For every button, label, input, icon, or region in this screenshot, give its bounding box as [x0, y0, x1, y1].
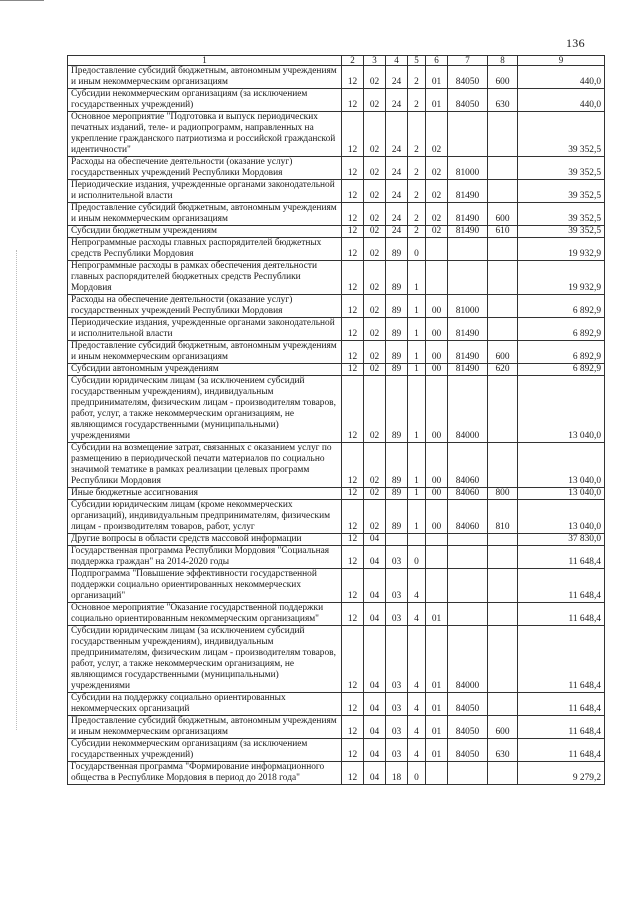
row-code-8: 800	[488, 488, 518, 500]
row-amount: 39 352,5	[518, 203, 605, 226]
row-code-8	[488, 534, 518, 546]
row-code-5: 2	[408, 203, 426, 226]
row-code-8: 600	[488, 66, 518, 89]
row-code-8	[488, 626, 518, 693]
row-amount: 11 648,4	[518, 603, 605, 626]
row-name: Государственная программа Республики Мордовия "Социальная поддержка граждан" на 2014-2020 годы	[68, 546, 342, 569]
row-code-4: 89	[386, 500, 408, 534]
row-name: Подпрограмма "Повышение эффективности государственной поддержки социально ориентированных некоммерческих организаций"	[68, 569, 342, 603]
row-code-2: 12	[342, 693, 364, 716]
row-code-8: 630	[488, 739, 518, 762]
row-code-2: 12	[342, 569, 364, 603]
row-code-4: 03	[386, 739, 408, 762]
row-amount: 6 892,9	[518, 318, 605, 341]
table-row	[68, 341, 605, 364]
row-code-2: 12	[342, 739, 364, 762]
table-row	[68, 295, 605, 318]
row-code-2: 12	[342, 66, 364, 89]
row-code-7: 81490	[448, 318, 488, 341]
row-name: Субсидии на возмещение затрат, связанных с оказанием услуг по размещению в периодической печати материалов по социально значимой тематике в рамках реализации целевых программ Республики Мордовия	[68, 443, 342, 488]
table-row	[68, 203, 605, 226]
row-name: Субсидии на поддержку социально ориентированных некоммерческих организаций	[68, 693, 342, 716]
row-code-7	[448, 112, 488, 157]
table-row	[68, 318, 605, 341]
row-code-3: 04	[364, 603, 386, 626]
table-body	[68, 66, 605, 785]
row-amount: 39 352,5	[518, 180, 605, 203]
row-code-4: 89	[386, 295, 408, 318]
header-col-9: 9	[518, 56, 605, 66]
row-code-2: 12	[342, 376, 364, 443]
row-code-6: 01	[426, 739, 448, 762]
row-code-2: 12	[342, 364, 364, 376]
header-col-7: 7	[448, 56, 488, 66]
row-code-5: 0	[408, 762, 426, 785]
row-code-8	[488, 295, 518, 318]
row-code-4: 24	[386, 66, 408, 89]
row-code-4: 24	[386, 112, 408, 157]
header-col-2: 2	[342, 56, 364, 66]
row-code-5: 1	[408, 318, 426, 341]
row-name: Предоставление субсидий бюджетным, автономным учреждениям и иным некоммерческим организациям	[68, 203, 342, 226]
row-code-6: 00	[426, 295, 448, 318]
margin-scan-artifact	[16, 250, 18, 730]
row-code-5: 2	[408, 157, 426, 180]
row-code-7: 84000	[448, 376, 488, 443]
row-name: Субсидии автономным учреждениям	[68, 364, 342, 376]
row-code-2: 12	[342, 762, 364, 785]
row-name: Периодические издания, учрежденные органами законодательной и исполнительной власти	[68, 318, 342, 341]
row-code-7: 81000	[448, 295, 488, 318]
row-code-4: 89	[386, 488, 408, 500]
row-amount: 6 892,9	[518, 341, 605, 364]
row-name: Основное мероприятие "Подготовка и выпуск периодических печатных изданий, теле- и радиопрограмм, направленных на укрепление гражданского патриотизма и российской гражданской идентичности"	[68, 112, 342, 157]
row-code-8	[488, 261, 518, 295]
row-amount: 13 040,0	[518, 488, 605, 500]
row-code-3: 04	[364, 534, 386, 546]
table-row	[68, 66, 605, 89]
row-code-7: 84000	[448, 626, 488, 693]
row-code-2: 12	[342, 261, 364, 295]
table-row	[68, 762, 605, 785]
row-code-2: 12	[342, 226, 364, 238]
row-code-5: 0	[408, 238, 426, 261]
row-code-3: 02	[364, 341, 386, 364]
row-code-4: 03	[386, 693, 408, 716]
row-code-5: 4	[408, 603, 426, 626]
row-code-4: 03	[386, 546, 408, 569]
row-code-7	[448, 762, 488, 785]
row-code-7	[448, 261, 488, 295]
row-amount: 39 352,5	[518, 157, 605, 180]
row-code-4: 24	[386, 226, 408, 238]
table-row	[68, 739, 605, 762]
row-code-3: 02	[364, 295, 386, 318]
row-code-4: 89	[386, 238, 408, 261]
row-code-7: 84050	[448, 739, 488, 762]
row-code-8: 630	[488, 89, 518, 112]
row-code-7	[448, 546, 488, 569]
row-code-3: 02	[364, 112, 386, 157]
row-name: Предоставление субсидий бюджетным, автономным учреждениям и иным некоммерческим организациям	[68, 341, 342, 364]
row-code-8	[488, 318, 518, 341]
table-row	[68, 376, 605, 443]
row-name: Основное мероприятие "Оказание государственной поддержки социально ориентированным некоммерческим организациям"	[68, 603, 342, 626]
row-name: Субсидии некоммерческим организациям (за исключением государственных учреждений)	[68, 739, 342, 762]
row-amount: 11 648,4	[518, 569, 605, 603]
row-code-8	[488, 112, 518, 157]
row-code-4: 03	[386, 603, 408, 626]
row-code-8	[488, 546, 518, 569]
row-name: Другие вопросы в области средств массовой информации	[68, 534, 342, 546]
row-code-2: 12	[342, 603, 364, 626]
table-row	[68, 603, 605, 626]
row-amount: 39 352,5	[518, 226, 605, 238]
row-code-6: 01	[426, 716, 448, 739]
row-amount: 440,0	[518, 66, 605, 89]
row-code-3: 02	[364, 376, 386, 443]
row-code-3: 02	[364, 180, 386, 203]
row-code-4	[386, 534, 408, 546]
row-code-6	[426, 261, 448, 295]
row-code-8: 600	[488, 341, 518, 364]
row-name: Расходы на обеспечение деятельности (оказание услуг) государственных учреждений Республики Мордовия	[68, 295, 342, 318]
table-row	[68, 89, 605, 112]
row-code-4: 03	[386, 569, 408, 603]
row-code-3: 04	[364, 626, 386, 693]
row-amount: 9 279,2	[518, 762, 605, 785]
header-col-6: 6	[426, 56, 448, 66]
row-code-3: 02	[364, 238, 386, 261]
row-code-5: 2	[408, 226, 426, 238]
table-row	[68, 157, 605, 180]
page-number: 136	[566, 36, 585, 50]
header-col-8: 8	[488, 56, 518, 66]
row-code-2: 12	[342, 488, 364, 500]
row-code-5: 0	[408, 546, 426, 569]
row-amount: 19 932,9	[518, 261, 605, 295]
row-code-3: 04	[364, 693, 386, 716]
row-code-7: 84050	[448, 716, 488, 739]
row-code-3: 04	[364, 716, 386, 739]
row-code-4: 18	[386, 762, 408, 785]
row-code-3: 02	[364, 364, 386, 376]
table-row	[68, 443, 605, 488]
row-code-8: 600	[488, 203, 518, 226]
row-code-8	[488, 180, 518, 203]
table-row	[68, 261, 605, 295]
table-row	[68, 534, 605, 546]
table-row	[68, 626, 605, 693]
row-name: Иные бюджетные ассигнования	[68, 488, 342, 500]
row-code-6: 00	[426, 318, 448, 341]
row-name: Непрограммные расходы в рамках обеспечения деятельности главных распорядителей бюджетных средств Республики Мордовия	[68, 261, 342, 295]
row-code-7: 81000	[448, 157, 488, 180]
row-code-6: 01	[426, 603, 448, 626]
budget-table-sheet	[67, 55, 604, 785]
row-amount: 13 040,0	[518, 500, 605, 534]
row-name: Субсидии некоммерческим организациям (за исключением государственных учреждений)	[68, 89, 342, 112]
row-name: Расходы на обеспечение деятельности (оказание услуг) государственных учреждений Республики Мордовия	[68, 157, 342, 180]
row-code-5: 2	[408, 66, 426, 89]
row-code-8	[488, 376, 518, 443]
row-code-3: 04	[364, 569, 386, 603]
row-code-4: 03	[386, 716, 408, 739]
table-row	[68, 238, 605, 261]
row-code-8	[488, 603, 518, 626]
row-code-5: 4	[408, 716, 426, 739]
row-code-6	[426, 762, 448, 785]
row-code-4: 89	[386, 443, 408, 488]
row-code-5: 1	[408, 443, 426, 488]
row-code-6: 00	[426, 500, 448, 534]
row-code-5: 1	[408, 500, 426, 534]
column-number-row	[68, 56, 605, 66]
row-code-8: 600	[488, 716, 518, 739]
table-row	[68, 716, 605, 739]
row-code-2: 12	[342, 295, 364, 318]
row-code-3: 04	[364, 739, 386, 762]
row-amount: 11 648,4	[518, 546, 605, 569]
header-col-4: 4	[386, 56, 408, 66]
row-code-7: 84060	[448, 488, 488, 500]
row-code-4: 89	[386, 261, 408, 295]
row-code-8	[488, 569, 518, 603]
row-code-8: 810	[488, 500, 518, 534]
row-name: Непрограммные расходы главных распорядителей бюджетных средств Республики Мордовия	[68, 238, 342, 261]
row-amount: 6 892,9	[518, 364, 605, 376]
row-code-8	[488, 762, 518, 785]
row-code-7: 81490	[448, 341, 488, 364]
row-code-4: 89	[386, 341, 408, 364]
row-name: Периодические издания, учрежденные органами законодательной и исполнительной власти	[68, 180, 342, 203]
row-code-5: 1	[408, 376, 426, 443]
row-amount: 440,0	[518, 89, 605, 112]
row-code-3: 02	[364, 318, 386, 341]
row-code-6: 02	[426, 203, 448, 226]
row-code-3: 02	[364, 89, 386, 112]
table-row	[68, 364, 605, 376]
table-row	[68, 546, 605, 569]
row-code-6	[426, 238, 448, 261]
row-name: Государственная программа "Формирование информационного общества в Республике Мордовия в период до 2018 года"	[68, 762, 342, 785]
row-amount: 11 648,4	[518, 716, 605, 739]
row-name: Субсидии бюджетным учреждениям	[68, 226, 342, 238]
row-code-5: 2	[408, 180, 426, 203]
row-code-7	[448, 534, 488, 546]
row-code-2: 12	[342, 626, 364, 693]
row-code-6: 02	[426, 226, 448, 238]
row-code-4: 24	[386, 89, 408, 112]
row-code-7	[448, 569, 488, 603]
budget-table	[67, 55, 605, 785]
row-code-3: 04	[364, 762, 386, 785]
row-code-6: 00	[426, 443, 448, 488]
row-name: Субсидии юридическим лицам (за исключением субсидий государственным учреждениям), индивидуальным предпринимателям, физическим лицам - производителям товаров, работ, услуг, а также некоммерческим организациям, не являющимся государственными (муниципальными) учреждениями	[68, 376, 342, 443]
row-code-7: 81490	[448, 180, 488, 203]
row-code-3: 02	[364, 203, 386, 226]
row-name: Предоставление субсидий бюджетным, автономным учреждениям и иным некоммерческим организациям	[68, 66, 342, 89]
row-amount: 11 648,4	[518, 626, 605, 693]
row-code-6: 00	[426, 488, 448, 500]
row-code-5: 1	[408, 261, 426, 295]
row-code-2: 12	[342, 203, 364, 226]
row-amount: 37 830,0	[518, 534, 605, 546]
row-amount: 39 352,5	[518, 112, 605, 157]
row-code-3: 02	[364, 66, 386, 89]
table-row	[68, 500, 605, 534]
row-code-2: 12	[342, 534, 364, 546]
row-code-6	[426, 534, 448, 546]
row-code-8	[488, 157, 518, 180]
row-code-4: 24	[386, 180, 408, 203]
row-code-3: 04	[364, 546, 386, 569]
row-code-6	[426, 569, 448, 603]
row-code-8: 610	[488, 226, 518, 238]
row-code-2: 12	[342, 500, 364, 534]
row-amount: 13 040,0	[518, 443, 605, 488]
row-code-7: 84050	[448, 89, 488, 112]
row-code-7: 81490	[448, 364, 488, 376]
row-code-4: 89	[386, 376, 408, 443]
row-code-8	[488, 238, 518, 261]
row-code-6: 01	[426, 693, 448, 716]
row-name: Предоставление субсидий бюджетным, автономным учреждениям и иным некоммерческим организациям	[68, 716, 342, 739]
row-code-3: 02	[364, 261, 386, 295]
row-code-7: 81490	[448, 226, 488, 238]
row-name: Субсидии юридическим лицам (кроме некоммерческих организаций), индивидуальным предпринимателям, физическим лицам - производителям товаров, работ, услуг	[68, 500, 342, 534]
row-code-8: 620	[488, 364, 518, 376]
row-amount: 13 040,0	[518, 376, 605, 443]
row-code-4: 24	[386, 203, 408, 226]
row-code-2: 12	[342, 89, 364, 112]
row-code-3: 02	[364, 500, 386, 534]
row-code-6: 01	[426, 66, 448, 89]
row-code-3: 02	[364, 443, 386, 488]
row-code-5	[408, 534, 426, 546]
row-amount: 11 648,4	[518, 693, 605, 716]
row-amount: 6 892,9	[518, 295, 605, 318]
row-code-2: 12	[342, 716, 364, 739]
row-code-5: 4	[408, 569, 426, 603]
row-code-2: 12	[342, 443, 364, 488]
row-code-4: 89	[386, 318, 408, 341]
row-code-2: 12	[342, 112, 364, 157]
row-code-3: 02	[364, 226, 386, 238]
row-code-6: 01	[426, 626, 448, 693]
row-code-4: 03	[386, 626, 408, 693]
row-amount: 11 648,4	[518, 739, 605, 762]
row-code-8	[488, 693, 518, 716]
header-col-1: 1	[68, 56, 342, 66]
row-code-7	[448, 238, 488, 261]
row-code-5: 2	[408, 89, 426, 112]
row-code-6: 01	[426, 89, 448, 112]
row-code-5: 2	[408, 112, 426, 157]
row-code-2: 12	[342, 546, 364, 569]
row-code-5: 4	[408, 693, 426, 716]
row-code-2: 12	[342, 341, 364, 364]
row-code-3: 02	[364, 488, 386, 500]
row-code-6: 00	[426, 376, 448, 443]
row-code-8	[488, 443, 518, 488]
row-code-5: 4	[408, 626, 426, 693]
row-code-7: 84060	[448, 443, 488, 488]
table-row	[68, 112, 605, 157]
row-code-7: 84060	[448, 500, 488, 534]
row-code-6: 02	[426, 157, 448, 180]
row-code-4: 89	[386, 364, 408, 376]
row-code-4: 24	[386, 157, 408, 180]
row-code-6: 02	[426, 180, 448, 203]
row-name: Субсидии юридическим лицам (за исключением субсидий государственным учреждениям), индивидуальным предпринимателям, физическим лицам - производителям товаров, работ, услуг, а также некоммерческим организациям, не являющимся государственными (муниципальными) учреждениями	[68, 626, 342, 693]
row-code-5: 1	[408, 295, 426, 318]
row-code-5: 1	[408, 488, 426, 500]
row-code-5: 1	[408, 341, 426, 364]
row-code-6	[426, 546, 448, 569]
row-code-6: 00	[426, 364, 448, 376]
row-code-2: 12	[342, 157, 364, 180]
row-code-7: 84050	[448, 66, 488, 89]
table-row	[68, 488, 605, 500]
row-code-3: 02	[364, 157, 386, 180]
row-code-6: 00	[426, 341, 448, 364]
row-code-7: 81490	[448, 203, 488, 226]
row-code-2: 12	[342, 238, 364, 261]
row-code-2: 12	[342, 180, 364, 203]
table-row	[68, 569, 605, 603]
row-code-6: 02	[426, 112, 448, 157]
table-row	[68, 226, 605, 238]
table-row	[68, 693, 605, 716]
row-code-5: 4	[408, 739, 426, 762]
corner-scan-mark	[0, 0, 44, 1]
header-col-5: 5	[408, 56, 426, 66]
row-amount: 19 932,9	[518, 238, 605, 261]
row-code-2: 12	[342, 318, 364, 341]
row-code-7	[448, 603, 488, 626]
row-code-5: 1	[408, 364, 426, 376]
table-row	[68, 180, 605, 203]
header-col-3: 3	[364, 56, 386, 66]
row-code-7: 84050	[448, 693, 488, 716]
